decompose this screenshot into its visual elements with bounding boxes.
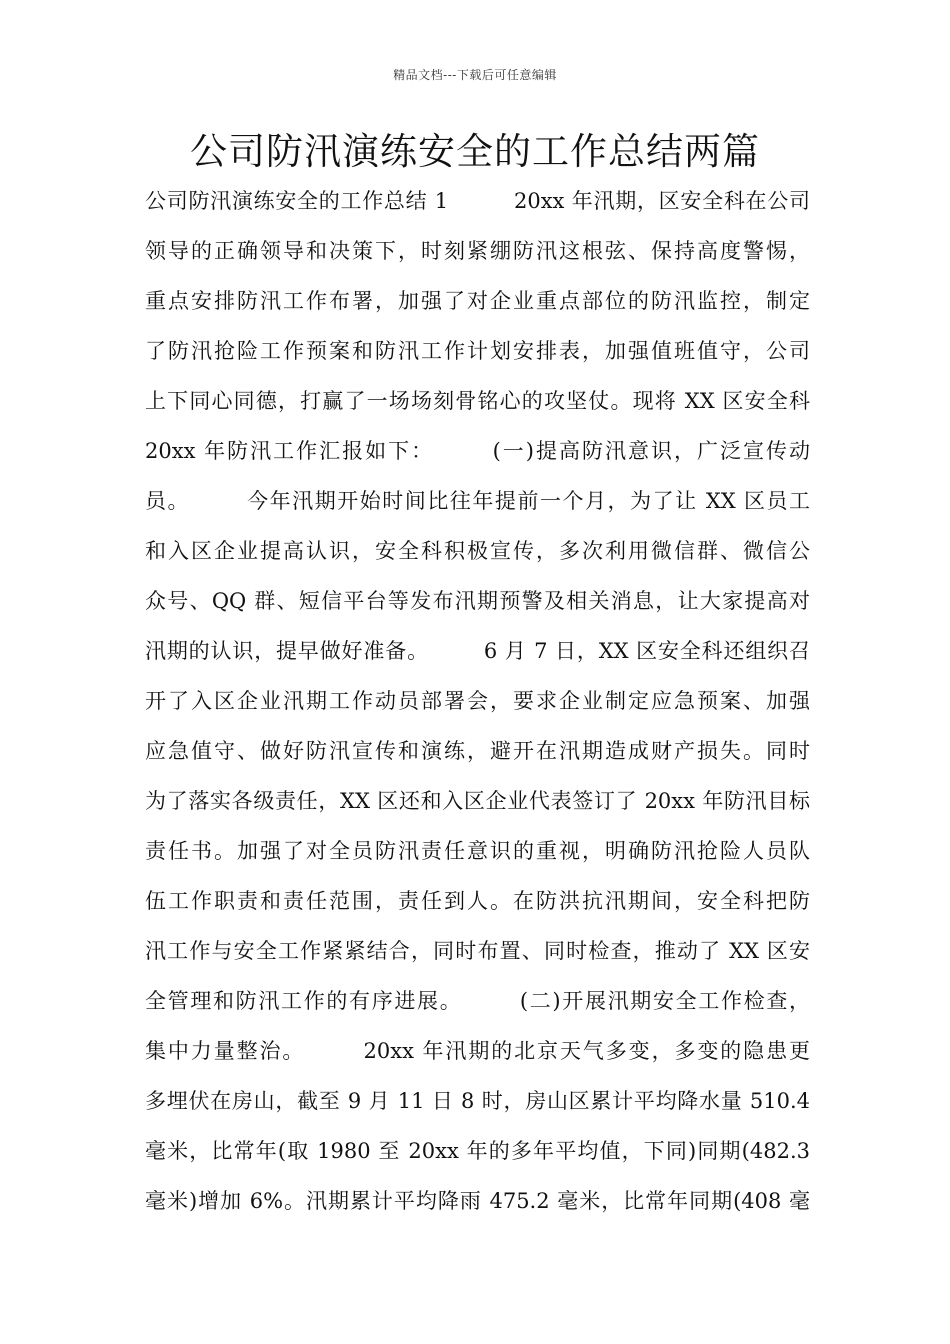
body-line: 员。 今年汛期开始时间比往年提前一个月，为了让 XX 区员工 — [145, 489, 810, 513]
body-line: 重点安排防汛工作布署，加强了对企业重点部位的防汛监控，制定 — [145, 289, 810, 313]
body-line: 全管理和防汛工作的有序进展。 (二)开展汛期安全工作检查， — [145, 989, 810, 1013]
body-line: 伍工作职责和责任范围，责任到人。在防洪抗汛期间，安全科把防 — [145, 889, 810, 913]
body-line: 为了落实各级责任，XX 区还和入区企业代表签订了 20xx 年防汛目标 — [145, 789, 810, 813]
body-text — [145, 182, 810, 1232]
body-line: 汛工作与安全工作紧紧结合，同时布置、同时检查，推动了 XX 区安 — [145, 939, 810, 963]
body-line: 20xx 年防汛工作汇报如下： (一)提高防汛意识，广泛宣传动 — [145, 439, 810, 463]
body-line: 多埋伏在房山，截至 9 月 11 日 8 时，房山区累计平均降水量 510.4 — [145, 1089, 810, 1113]
body-line: 责任书。加强了对全员防汛责任意识的重视，明确防汛抢险人员队 — [145, 839, 810, 863]
body-line: 了防汛抢险工作预案和防汛工作计划安排表，加强值班值守，公司 — [145, 339, 810, 363]
header-note: 精品文档---下载后可任意编辑 — [393, 68, 557, 82]
body-line: 上下同心同德，打赢了一场场刻骨铭心的攻坚仗。现将 XX 区安全科 — [145, 389, 810, 413]
body-line: 汛期的认识，提早做好准备。 6 月 7 日，XX 区安全科还组织召 — [145, 639, 810, 663]
body-line: 开了入区企业汛期工作动员部署会，要求企业制定应急预案、加强 — [145, 689, 810, 713]
body-line: 集中力量整治。 20xx 年汛期的北京天气多变，多变的隐患更 — [145, 1039, 810, 1063]
body-line: 领导的正确领导和决策下，时刻紧绷防汛这根弦、保持高度警惕， — [145, 239, 810, 263]
body-line: 毫米，比常年(取 1980 至 20xx 年的多年平均值，下同)同期(482.3 — [145, 1139, 810, 1163]
body-line: 公司防汛演练安全的工作总结 1 20xx 年汛期，区安全科在公司 — [145, 189, 810, 213]
document-title: 公司防汛演练安全的工作总结两篇 — [190, 130, 760, 173]
body-line: 应急值守、做好防汛宣传和演练，避开在汛期造成财产损失。同时 — [145, 739, 810, 763]
body-line: 众号、QQ 群、短信平台等发布汛期预警及相关消息，让大家提高对 — [145, 589, 810, 613]
body-line: 和入区企业提高认识，安全科积极宣传，多次利用微信群、微信公 — [145, 539, 810, 563]
body-line: 毫米)增加 6%。汛期累计平均降雨 475.2 毫米，比常年同期(408 毫 — [145, 1189, 810, 1213]
